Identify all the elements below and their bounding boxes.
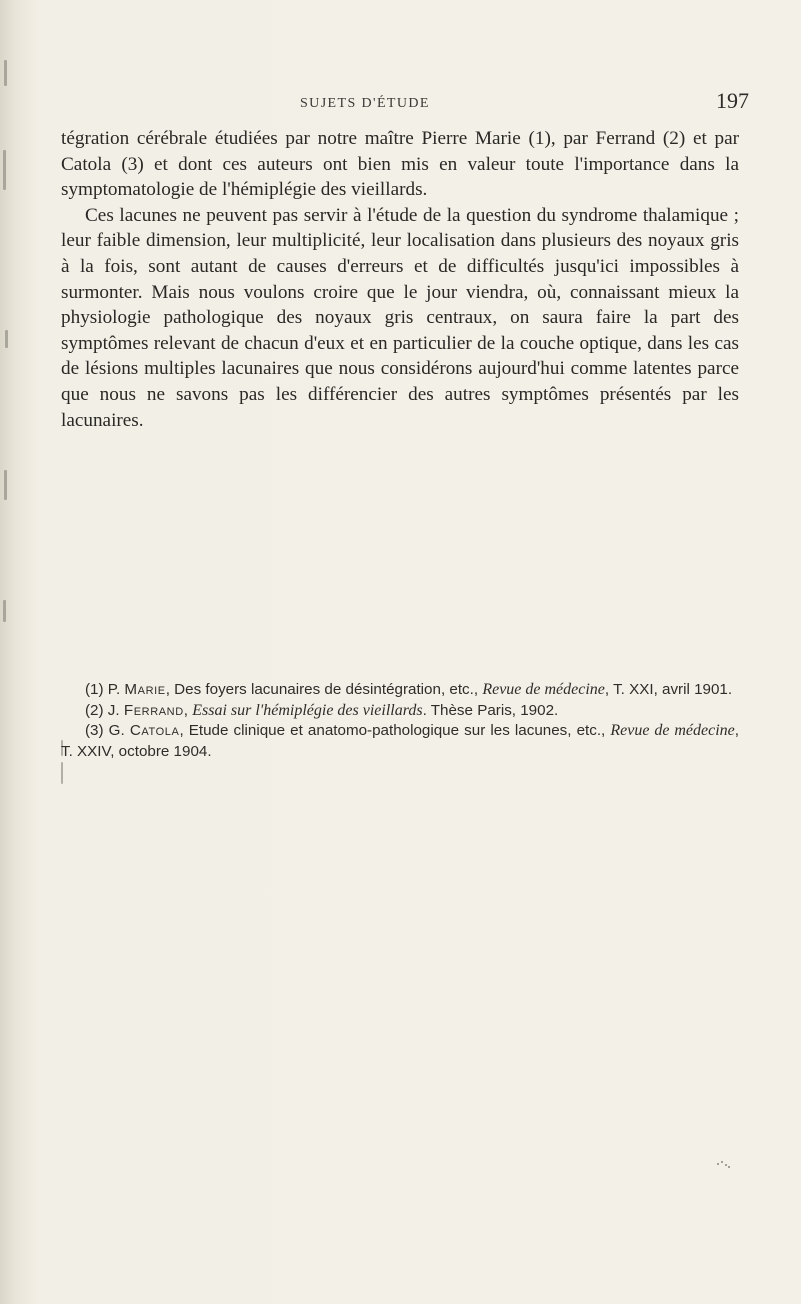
running-head: SUJETS D'ÉTUDE xyxy=(300,96,430,111)
footnote-marker: (3) G. xyxy=(85,722,125,739)
footnote-marker: (1) P. xyxy=(85,681,121,698)
footnote-journal-title: Revue de médecine xyxy=(610,722,735,739)
footnote-author: Marie xyxy=(124,681,166,698)
footnote-text: , xyxy=(183,701,193,719)
paper-speck xyxy=(717,1161,731,1169)
footnote-text: , Des foyers lacunaires de désintégration, etc., xyxy=(165,681,483,698)
footnote-marker: (2) J. xyxy=(85,701,120,719)
page-number: 197 xyxy=(716,88,749,113)
footnote-author: Catola xyxy=(129,722,180,739)
footnote-text: , Etude clinique et anatomo-pathologique sur les lacunes, etc., xyxy=(179,722,611,739)
footnote-1 xyxy=(61,680,739,701)
binding-gutter-shadow xyxy=(0,0,36,1304)
footnote-author: Ferrand xyxy=(123,701,184,719)
main-text xyxy=(61,126,739,433)
paragraph-continued: tégration cérébrale étudiées par notre maître Pierre Marie (1), par Ferrand (2) et par Catola (3) et dont ces auteurs ont bien mis en valeur toute l'importance dans la symptomatologie de l'hémiplégie des vieillards. xyxy=(61,128,739,201)
footnote-journal-title: Revue de médecine xyxy=(482,681,605,698)
footnote-text: . Thèse Paris, 1902. xyxy=(422,701,559,719)
footnote-2 xyxy=(61,701,739,722)
footnote-book-title: Essai sur l'hémiplégie des vieillards xyxy=(192,701,423,719)
page-header xyxy=(0,88,801,122)
footnote-text: , T. XXIV, octobre 1904. xyxy=(61,722,739,760)
footnote-3 xyxy=(61,721,739,762)
footnote-text: , T. XXI, avril 1901. xyxy=(604,681,733,698)
footnotes xyxy=(61,680,739,762)
paragraph: Ces lacunes ne peuvent pas servir à l'étude de la question du syndrome thalamique ; leur faible dimension, leur multiplicité, leur localisation dans plusieurs des noyaux gris à la fois, sont autant de causes d'erreurs et de difficultés jusqu'ici impossibles à surmonter. Mais nous voulons croire que le jour viendra, où, connaissant mieux la physiologie pathologique des noyaux gris centraux, on saura faire la part des symptômes relevant de chacun d'eux et en particulier de la couche optique, dans les cas de lésions multiples lacunaires que nous considérons aujourd'hui comme latentes parce que nous ne savons pas les différencier des autres symptômes présentés par les lacunaires. xyxy=(61,204,739,431)
